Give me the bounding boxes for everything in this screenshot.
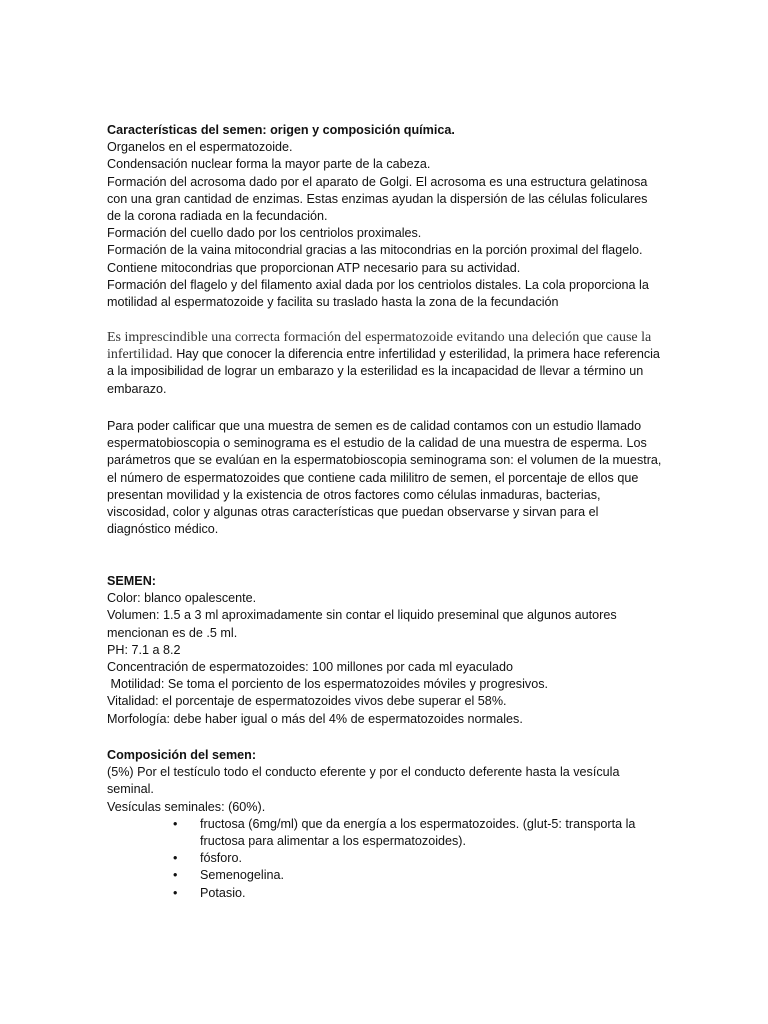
semen-line: Motilidad: Se toma el porciento de los espermatozoides móviles y progresivos. [107,677,548,692]
body-text: Hay que conocer la diferencia entre infertilidad y esterilidad, la primera hace referencia a la imposibilidad de lograr un embarazo y la esterilidad es la incapacidad de llevar a término un embarazo. [107,347,660,396]
component-list [107,816,663,902]
list-item [173,885,663,902]
paragraph-line: Formación de la vaina mitocondrial gracias a las mitocondrias en la porción proximal del flagelo. Contiene mitocondrias que proporcionan ATP necesario para su actividad. [107,243,643,275]
list-item [173,850,663,867]
list-item-text: Potasio. [200,885,246,900]
composition-line: Vesículas seminales: (60%). [107,799,266,814]
paragraph-line: Formación del acrosoma dado por el aparato de Golgi. El acrosoma es una estructura gelatinosa con una gran cantidad de enzimas. Estas enzimas ayudan la dispersión de las células foliculares de la corona radiada en la fecundación. [107,174,648,224]
section-heading: Características del semen: origen y composición química. [107,123,455,137]
paragraph-line: Condensación nuclear forma la mayor parte de la cabeza. [107,157,431,172]
section-composition [107,747,663,902]
section-heading: SEMEN: [107,574,156,588]
infertility-paragraph [107,329,663,398]
semen-line: Volumen: 1.5 a 3 ml aproximadamente sin contar el liquido preseminal que algunos autores mencionan es de .5 ml. [107,608,617,640]
list-item-text: fósforo. [200,851,242,866]
section-infertility [107,329,663,398]
bullet-icon: • [173,885,178,900]
semen-line: Color: blanco opalescente. [107,591,257,606]
list-item [173,867,663,884]
serif-sentence: Es imprescindible una correcta formación del espermatozoide evitando una deleción que cause la infertilidad. [107,330,652,363]
section-seminogram [107,418,663,538]
section-semen [107,573,663,728]
semen-line: Vitalidad: el porcentaje de espermatozoides vivos debe superar el 58%. [107,694,507,709]
paragraph-line: Formación del cuello dado por los centriolos proximales. [107,226,422,241]
seminogram-paragraph: Para poder calificar que una muestra de semen es de calidad contamos con un estudio llamado espermatobioscopia o seminograma es el estudio de la calidad de una muestra de esperma. Los parámetros que se evalúan en la espermatobioscopia seminograma son: el volumen de la muestra, el número de espermatozoides que contiene cada mililitro de semen, el porcentaje de ellos que presentan movilidad y la existencia de otros factores como células inmaduras, bacterias, viscosidad, color y algunas otras características que puedan observarse y sirvan para el diagnóstico médico. [107,419,662,537]
list-item [173,816,663,850]
paragraph-line: Organelos en el espermatozoide. [107,140,293,155]
paragraph-line: Formación del flagelo y del filamento axial dada por los centriolos distales. La cola proporciona la motilidad al espermatozoide y facilita su traslado hasta la zona de la fecundación [107,277,649,310]
section-characteristics [107,122,663,311]
bullet-icon: • [173,816,178,831]
semen-line: Morfología: debe haber igual o más del 4% de espermatozoides normales. [107,711,523,726]
section-heading: Composición del semen: [107,748,257,762]
semen-line: Concentración de espermatozoides: 100 millones por cada ml eyaculado [107,660,514,675]
list-item-text: Semenogelina. [200,868,285,883]
semen-line: PH: 7.1 a 8.2 [107,642,181,657]
bullet-icon: • [173,868,178,883]
bullet-icon: • [173,851,178,866]
composition-line: (5%) Por el testículo todo el conducto eferente y por el conducto deferente hasta la vesícula seminal. [107,765,620,797]
list-item-text: fructosa (6mg/ml) que da energía a los espermatozoides. (glut-5: transporta la fructosa para alimentar a los espermatozoides). [200,816,636,849]
